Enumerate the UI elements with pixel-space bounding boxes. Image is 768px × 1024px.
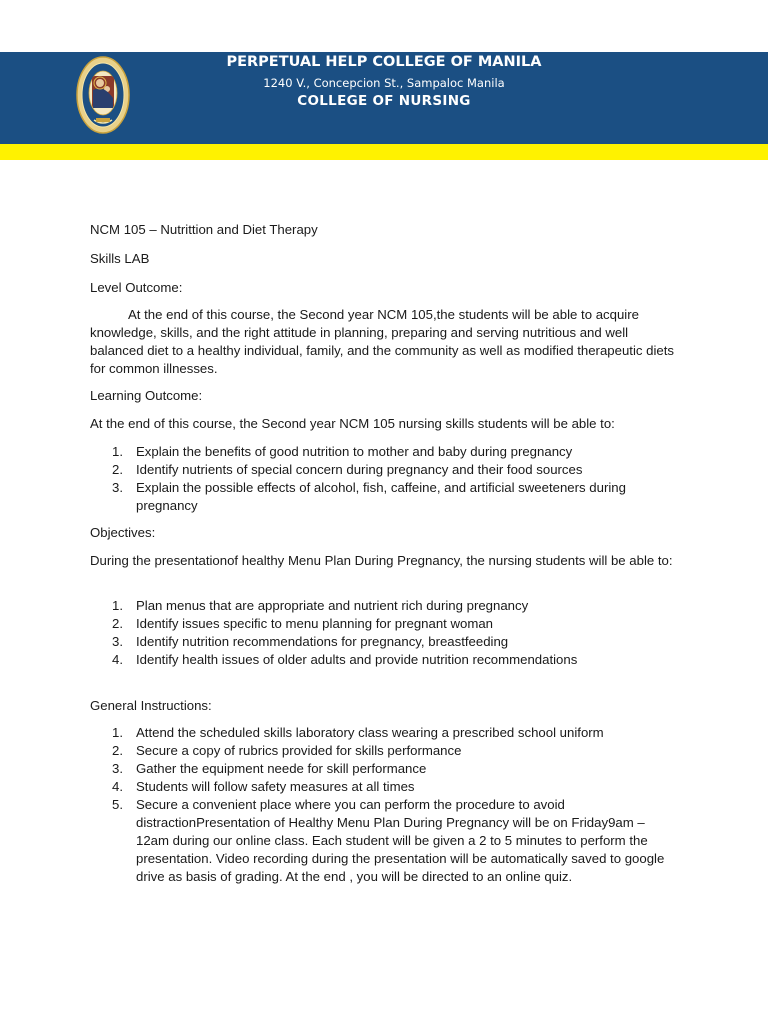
level-outcome-heading: Level Outcome: bbox=[90, 280, 183, 295]
list-item-text: Attend the scheduled skills laboratory class wearing a prescribed school uniform bbox=[136, 725, 604, 740]
general-instructions-list bbox=[112, 724, 672, 886]
objectives-list bbox=[112, 597, 672, 669]
list-item-text: Explain the possible effects of alcohol, fish, caffeine, and artificial sweeteners during pregnancy bbox=[136, 480, 626, 513]
list-item: 2. Identify issues specific to menu planning for pregnant woman bbox=[112, 616, 493, 631]
list-item-text: Identify nutrients of special concern during pregnancy and their food sources bbox=[136, 462, 583, 477]
course-title: NCM 105 – Nutrittion and Diet Therapy bbox=[90, 222, 318, 237]
list-item: 2. Secure a copy of rubrics provided for skills performance bbox=[112, 743, 462, 758]
list-item: 1. Explain the benefits of good nutrition to mother and baby during pregnancy bbox=[112, 444, 573, 459]
college-address: 1240 V., Concepcion St., Sampaloc Manila bbox=[263, 76, 505, 90]
list-item: 5. Secure a convenient place where you can perform the procedure to avoid distractionPresentation of Healthy Menu Plan During Pregnancy will be on Friday9am – 12am during our online class. Each student will be given a 2 to 5 minutes to perform the presentation. Video recording during the presentation will be automatically saved to google drive as basis of grading. At the end , you will be directed to an online quiz. bbox=[112, 797, 665, 884]
list-item: 3. Gather the equipment neede for skill performance bbox=[112, 761, 427, 776]
list-item-text: Identify nutrition recommendations for pregnancy, breastfeeding bbox=[136, 634, 509, 649]
level-outcome-text: At the end of this course, the Second year NCM 105,the students will be able to acquire knowledge, skills, and the right attitude in planning, preparing and serving nutritious and well balanced diet to a healthy individual, family, and the community as well as modified therapeutic diets for common illnesses. bbox=[90, 307, 674, 376]
learning-outcomes-list bbox=[112, 443, 672, 515]
list-item-text: Secure a convenient place where you can perform the procedure to avoid distractionPresentation of Healthy Menu Plan During Pregnancy will be on Friday9am – 12am during our online class. Each student will be given a 2 to 5 minutes to perform the presentation. Video recording during the presentation will be automatically saved to google drive as basis of grading. At the end , you will be directed to an online quiz. bbox=[136, 797, 665, 884]
learning-outcome-heading: Learning Outcome: bbox=[90, 388, 203, 403]
skills-lab-label: Skills LAB bbox=[90, 251, 150, 266]
objectives-intro: During the presentationof healthy Menu Plan During Pregnancy, the nursing students will be able to: bbox=[90, 553, 673, 568]
header-stripe bbox=[0, 144, 768, 160]
general-instructions-heading: General Instructions: bbox=[90, 698, 212, 713]
list-item: 4. Identify health issues of older adults and provide nutrition recommendations bbox=[112, 652, 578, 667]
list-item-text: Identify health issues of older adults and provide nutrition recommendations bbox=[136, 652, 578, 667]
list-item: 3. Explain the possible effects of alcohol, fish, caffeine, and artificial sweeteners during pregnancy bbox=[112, 480, 626, 513]
list-item: 3. Identify nutrition recommendations for pregnancy, breastfeeding bbox=[112, 634, 509, 649]
list-item: 1. Attend the scheduled skills laboratory class wearing a prescribed school uniform bbox=[112, 725, 604, 740]
list-item-text: Plan menus that are appropriate and nutrient rich during pregnancy bbox=[136, 598, 529, 613]
list-item-text: Secure a copy of rubrics provided for skills performance bbox=[136, 743, 462, 758]
list-item-text: Explain the benefits of good nutrition to mother and baby during pregnancy bbox=[136, 444, 573, 459]
list-item-text: Gather the equipment neede for skill performance bbox=[136, 761, 427, 776]
list-item: 2. Identify nutrients of special concern during pregnancy and their food sources bbox=[112, 462, 583, 477]
list-item: 4. Students will follow safety measures at all times bbox=[112, 779, 415, 794]
learning-outcome-intro: At the end of this course, the Second year NCM 105 nursing skills students will be able to: bbox=[90, 416, 615, 431]
list-item-text: Students will follow safety measures at all times bbox=[136, 779, 415, 794]
objectives-heading: Objectives: bbox=[90, 525, 156, 540]
college-department: COLLEGE OF NURSING bbox=[297, 93, 471, 109]
list-item: 1. Plan menus that are appropriate and nutrient rich during pregnancy bbox=[112, 598, 529, 613]
list-item-text: Identify issues specific to menu planning for pregnant woman bbox=[136, 616, 493, 631]
college-name: PERPETUAL HELP COLLEGE OF MANILA bbox=[226, 54, 542, 70]
